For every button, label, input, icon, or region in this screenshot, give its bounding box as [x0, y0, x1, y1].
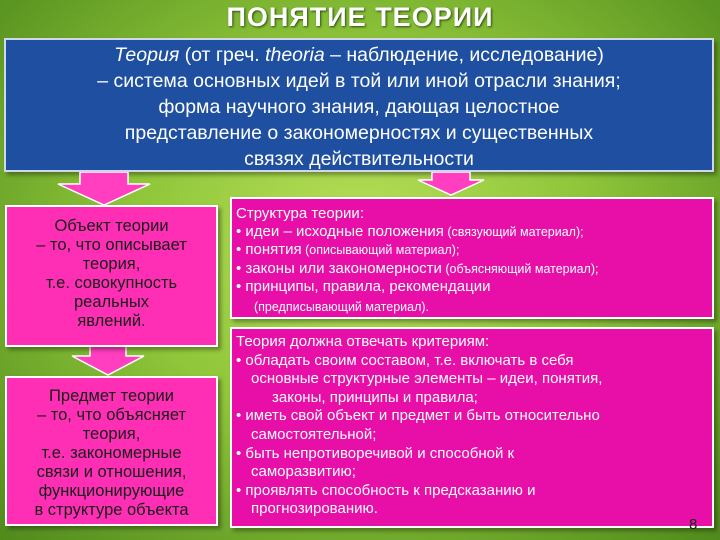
object-box-line: Объект теории [54, 217, 169, 235]
definition-line-2: – система основных идей в той или иной отрасли знания; [97, 70, 621, 92]
criteria-line: законы, принципы и правила; [272, 388, 478, 406]
structure-item-note: (объясняющий материал); [441, 261, 599, 276]
structure-item [236, 241, 712, 260]
criteria-line: самостоятельной; [251, 425, 377, 443]
object-box-line: явлений. [77, 312, 146, 330]
definition-greek-word: theoria [265, 44, 325, 66]
subject-box-line: в структуре объекта [34, 501, 189, 519]
subject-box-line: теория, [82, 425, 141, 443]
definition-line-4: представление о закономерностях и существенных [124, 122, 594, 144]
structure-item-note: (связующий материал); [443, 224, 584, 239]
structure-heading: Структура теории: [236, 205, 364, 222]
structure-item-main: • принципы, правила, рекомендации [236, 278, 491, 295]
object-box [5, 205, 218, 347]
structure-item [236, 278, 712, 297]
page-number: 8 [689, 516, 698, 533]
criteria-line: прогнозированию. [251, 500, 378, 518]
structure-item [236, 260, 712, 279]
definition-line-1 [6, 42, 712, 68]
definition-origin-prefix: (от греч. [179, 44, 266, 66]
structure-item-main: • идеи – исходные положения [236, 222, 444, 240]
structure-item-main: • законы или закономерности [236, 259, 442, 277]
object-box-line: реальных [74, 293, 149, 311]
structure-item [236, 223, 712, 242]
criteria-line: основные структурные элементы – идеи, понятия, [251, 370, 603, 388]
arrow-down-icon [416, 172, 486, 196]
object-box-line: – то, что описывает [36, 236, 187, 254]
definition-origin-meaning: – наблюдение, исследование) [324, 44, 604, 66]
subject-box [5, 376, 218, 526]
criteria-heading: Теория должна отвечать критериям: [236, 333, 490, 350]
slide-title: ПОНЯТИЕ ТЕОРИИ [226, 2, 494, 32]
definition-line-5: связях действительности [244, 148, 474, 170]
structure-item-main: • понятия [236, 241, 302, 258]
structure-last-note: (предписывающий материал). [254, 299, 430, 314]
criteria-line: • проявлять способность к предсказанию и [236, 481, 536, 499]
criteria-line: саморазвитию; [251, 463, 356, 481]
criteria-box [230, 327, 714, 528]
criteria-line: • быть непротиворечивой и способной к [236, 444, 515, 462]
subject-box-line: – то, что объясняет [36, 406, 186, 424]
subject-box-line: связи и отношения, [36, 463, 187, 481]
subject-box-line: функционирующие [38, 482, 185, 500]
subject-box-line: Предмет теории [49, 387, 174, 405]
subject-box-line: т.е. закономерные [41, 444, 182, 462]
structure-item-note: (описывающий материал); [301, 243, 460, 257]
structure-box [230, 197, 714, 319]
definition-term: Теория [114, 44, 180, 66]
criteria-line: • обладать своим составом, т.е. включать в себя [236, 351, 574, 369]
object-box-line: теория, [82, 255, 141, 273]
object-box-line: т.е. совокупность [45, 274, 178, 292]
arrow-down-icon [56, 172, 152, 206]
criteria-line: • иметь свой объект и предмет и быть относительно [236, 407, 600, 425]
arrow-down-icon [70, 346, 146, 376]
definition-line-3: форма научного знания, дающая целостное [158, 96, 560, 118]
definition-box [4, 38, 714, 172]
